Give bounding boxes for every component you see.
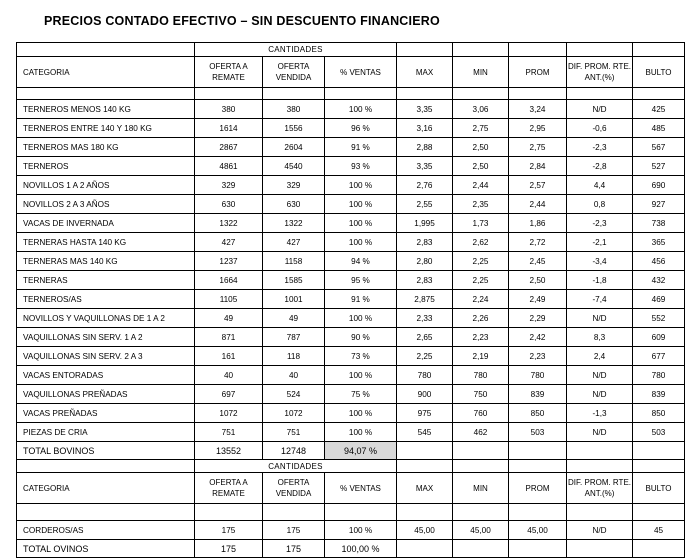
cell-min: 2,23 [453, 328, 509, 347]
cell-min: 750 [453, 385, 509, 404]
cantidades-label: CANTIDADES [195, 43, 397, 57]
blank-cell [567, 88, 633, 100]
blank-cell [325, 504, 397, 521]
cell-categoria: CORDEROS/AS [17, 521, 195, 540]
cell-bulto: 365 [633, 233, 685, 252]
cell-min: 2,25 [453, 252, 509, 271]
cell-ventas: 100 % [325, 195, 397, 214]
cell-ventas: 100 % [325, 100, 397, 119]
cell-max: 2,83 [397, 233, 453, 252]
cell-max: 2,33 [397, 309, 453, 328]
cell-min: 1,73 [453, 214, 509, 233]
header-max: MAX [397, 473, 453, 504]
blank-cell [567, 504, 633, 521]
cell-oferta-remate: 1322 [195, 214, 263, 233]
cell-categoria: TERNEROS [17, 157, 195, 176]
blank-cell [453, 442, 509, 460]
cell-prom: 45,00 [509, 521, 567, 540]
cell-bulto: 425 [633, 100, 685, 119]
cell-min: 2,75 [453, 119, 509, 138]
cell-oferta-vendida: 40 [263, 366, 325, 385]
cell-min: 2,35 [453, 195, 509, 214]
blank-cell [397, 540, 453, 558]
cell-ventas: 91 % [325, 138, 397, 157]
cell-prom: 2,95 [509, 119, 567, 138]
blank-cell [195, 88, 263, 100]
table-row [17, 423, 685, 442]
cell-oferta-vendida: 787 [263, 328, 325, 347]
blank-cell [509, 504, 567, 521]
cell-bulto: 690 [633, 176, 685, 195]
cell-oferta-remate: 1105 [195, 290, 263, 309]
cell-bulto: 780 [633, 366, 685, 385]
cell-prom: 839 [509, 385, 567, 404]
cell-ventas: 95 % [325, 271, 397, 290]
cell-ventas: 100 % [325, 233, 397, 252]
header-ventas: % VENTAS [325, 57, 397, 88]
cell-oferta-vendida: 427 [263, 233, 325, 252]
cell-dif: -2,3 [567, 214, 633, 233]
page-title: PRECIOS CONTADO EFECTIVO – SIN DESCUENTO FINANCIERO [44, 14, 440, 28]
cell-oferta-vendida: 49 [263, 309, 325, 328]
blank-cell [263, 88, 325, 100]
cell-prom: 2,57 [509, 176, 567, 195]
cell-oferta-remate: 4861 [195, 157, 263, 176]
cell-max: 545 [397, 423, 453, 442]
cell-categoria: VACAS ENTORADAS [17, 366, 195, 385]
bovinos-body [17, 43, 685, 558]
cell-oferta-vendida: 1585 [263, 271, 325, 290]
cell-bulto: 469 [633, 290, 685, 309]
table-row [17, 252, 685, 271]
cell-dif: N/D [567, 521, 633, 540]
cell-ventas: 75 % [325, 385, 397, 404]
bovinos-column-headers [17, 57, 685, 88]
blank-cell [17, 88, 195, 100]
cell-dif: -2,3 [567, 138, 633, 157]
cell-ventas: 73 % [325, 347, 397, 366]
blank-cell [453, 540, 509, 558]
cell-max: 2,55 [397, 195, 453, 214]
cell-min: 2,24 [453, 290, 509, 309]
table-row [17, 214, 685, 233]
ovinos-group-header-row [17, 460, 685, 473]
spacer-row [17, 504, 685, 521]
cell-oferta-remate: 1237 [195, 252, 263, 271]
cell-ventas: 100 % [325, 521, 397, 540]
cell-dif: -2,8 [567, 157, 633, 176]
cell-min: 2,44 [453, 176, 509, 195]
cell-prom: 850 [509, 404, 567, 423]
cell-prom: 503 [509, 423, 567, 442]
cell-min: 2,50 [453, 138, 509, 157]
table-row [17, 404, 685, 423]
table-row [17, 521, 685, 540]
cell-max: 45,00 [397, 521, 453, 540]
cell-bulto: 839 [633, 385, 685, 404]
cell-prom: 1,86 [509, 214, 567, 233]
cell-prom: 2,72 [509, 233, 567, 252]
cell-max: 2,25 [397, 347, 453, 366]
blank-cell [397, 43, 453, 57]
cell-oferta-remate: 49 [195, 309, 263, 328]
cell-oferta-vendida: 380 [263, 100, 325, 119]
cell-oferta-remate: 630 [195, 195, 263, 214]
ovinos-cantidades-label: CANTIDADES [195, 460, 397, 473]
total-ovinos-ventas: 100,00 % [325, 540, 397, 558]
blank-cell [633, 460, 685, 473]
cell-dif: 8,3 [567, 328, 633, 347]
cell-categoria: VAQUILLONAS SIN SERV. 2 A 3 [17, 347, 195, 366]
cell-categoria: TERNEROS MAS 180 KG [17, 138, 195, 157]
header-min: MIN [453, 57, 509, 88]
cell-min: 2,26 [453, 309, 509, 328]
cell-prom: 2,50 [509, 271, 567, 290]
cell-oferta-remate: 175 [195, 521, 263, 540]
header-ventas: % VENTAS [325, 473, 397, 504]
cell-categoria: NOVILLOS Y VAQUILLONAS DE 1 A 2 [17, 309, 195, 328]
cell-dif: -0,6 [567, 119, 633, 138]
table-row [17, 100, 685, 119]
table-row [17, 195, 685, 214]
blank-cell [17, 460, 195, 473]
cell-oferta-vendida: 1322 [263, 214, 325, 233]
cell-categoria: VACAS DE INVERNADA [17, 214, 195, 233]
total-ovinos-label: TOTAL OVINOS [17, 540, 195, 558]
header-bulto: BULTO [633, 473, 685, 504]
cell-min: 760 [453, 404, 509, 423]
cell-bulto: 432 [633, 271, 685, 290]
cell-oferta-vendida: 4540 [263, 157, 325, 176]
header-max: MAX [397, 57, 453, 88]
header-categoria: CATEGORIA [17, 57, 195, 88]
cell-bulto: 485 [633, 119, 685, 138]
cell-bulto: 738 [633, 214, 685, 233]
cell-min: 780 [453, 366, 509, 385]
table-row [17, 157, 685, 176]
header-oferta-remate: OFERTA A REMATE [195, 57, 263, 88]
cell-min: 3,06 [453, 100, 509, 119]
header-oferta-vendida: OFERTA VENDIDA [263, 57, 325, 88]
cell-oferta-vendida: 175 [263, 521, 325, 540]
cell-oferta-remate: 2867 [195, 138, 263, 157]
cell-max: 975 [397, 404, 453, 423]
cell-dif: 0,8 [567, 195, 633, 214]
cell-bulto: 527 [633, 157, 685, 176]
cell-oferta-remate: 751 [195, 423, 263, 442]
cell-oferta-remate: 871 [195, 328, 263, 347]
blank-cell [633, 442, 685, 460]
cell-bulto: 45 [633, 521, 685, 540]
cell-dif: N/D [567, 366, 633, 385]
cell-prom: 2,42 [509, 328, 567, 347]
table-row [17, 385, 685, 404]
cell-dif: N/D [567, 100, 633, 119]
cell-oferta-vendida: 329 [263, 176, 325, 195]
cell-categoria: VAQUILLONAS SIN SERV. 1 A 2 [17, 328, 195, 347]
cell-prom: 2,75 [509, 138, 567, 157]
cell-ventas: 96 % [325, 119, 397, 138]
cell-bulto: 552 [633, 309, 685, 328]
blank-cell [509, 540, 567, 558]
cell-dif: N/D [567, 385, 633, 404]
cell-max: 2,80 [397, 252, 453, 271]
cell-min: 2,19 [453, 347, 509, 366]
blank-cell [509, 442, 567, 460]
cell-categoria: TERNEROS/AS [17, 290, 195, 309]
blank-cell [567, 442, 633, 460]
cell-categoria: NOVILLOS 2 A 3 AÑOS [17, 195, 195, 214]
cell-dif: -7,4 [567, 290, 633, 309]
cell-categoria: TERNEROS MENOS 140 KG [17, 100, 195, 119]
cell-oferta-vendida: 630 [263, 195, 325, 214]
header-oferta-vendida: OFERTA VENDIDA [263, 473, 325, 504]
cell-dif: 2,4 [567, 347, 633, 366]
cell-ventas: 100 % [325, 366, 397, 385]
cell-max: 2,76 [397, 176, 453, 195]
table-row [17, 328, 685, 347]
cell-ventas: 100 % [325, 404, 397, 423]
cell-oferta-vendida: 2604 [263, 138, 325, 157]
cell-bulto: 503 [633, 423, 685, 442]
cell-categoria: TERNERAS [17, 271, 195, 290]
cell-dif: 4,4 [567, 176, 633, 195]
blank-cell [325, 88, 397, 100]
cell-oferta-remate: 40 [195, 366, 263, 385]
cell-bulto: 609 [633, 328, 685, 347]
total-ovinos-oferta-vendida: 175 [263, 540, 325, 558]
cell-min: 2,50 [453, 157, 509, 176]
blank-cell [17, 504, 195, 521]
cell-ventas: 90 % [325, 328, 397, 347]
total-bovinos-oferta-remate: 13552 [195, 442, 263, 460]
blank-cell [453, 504, 509, 521]
cell-prom: 2,44 [509, 195, 567, 214]
cell-oferta-remate: 1072 [195, 404, 263, 423]
cell-bulto: 567 [633, 138, 685, 157]
table-row [17, 271, 685, 290]
cell-oferta-vendida: 1072 [263, 404, 325, 423]
cell-oferta-remate: 161 [195, 347, 263, 366]
blank-cell [263, 504, 325, 521]
total-ovinos-row [17, 540, 685, 558]
blank-cell [633, 540, 685, 558]
blank-cell [453, 43, 509, 57]
cell-bulto: 677 [633, 347, 685, 366]
blank-cell [633, 88, 685, 100]
header-dif: DIF. PROM. RTE. ANT.(%) [567, 57, 633, 88]
cell-prom: 780 [509, 366, 567, 385]
header-prom: PROM [509, 473, 567, 504]
blank-cell [567, 43, 633, 57]
cell-oferta-vendida: 1001 [263, 290, 325, 309]
cell-max: 3,35 [397, 157, 453, 176]
cell-min: 45,00 [453, 521, 509, 540]
table-row [17, 366, 685, 385]
cell-prom: 2,45 [509, 252, 567, 271]
cell-categoria: VACAS PREÑADAS [17, 404, 195, 423]
cell-oferta-vendida: 524 [263, 385, 325, 404]
cell-oferta-remate: 380 [195, 100, 263, 119]
total-ovinos-oferta-remate: 175 [195, 540, 263, 558]
blank-cell [567, 540, 633, 558]
cell-dif: -1,8 [567, 271, 633, 290]
cell-oferta-vendida: 751 [263, 423, 325, 442]
cell-max: 900 [397, 385, 453, 404]
cell-max: 2,83 [397, 271, 453, 290]
total-bovinos-ventas: 94,07 % [325, 442, 397, 460]
header-categoria: CATEGORIA [17, 473, 195, 504]
total-bovinos-oferta-vendida: 12748 [263, 442, 325, 460]
cell-ventas: 100 % [325, 423, 397, 442]
cell-categoria: TERNERAS MAS 140 KG [17, 252, 195, 271]
header-oferta-remate: OFERTA A REMATE [195, 473, 263, 504]
cell-max: 2,875 [397, 290, 453, 309]
blank-cell [397, 460, 453, 473]
cell-max: 780 [397, 366, 453, 385]
cell-dif: N/D [567, 423, 633, 442]
blank-cell [567, 460, 633, 473]
blank-cell [453, 460, 509, 473]
blank-cell [509, 43, 567, 57]
ovinos-column-headers [17, 473, 685, 504]
cell-min: 2,62 [453, 233, 509, 252]
cell-categoria: NOVILLOS 1 A 2 AÑOS [17, 176, 195, 195]
bovinos-table [16, 42, 685, 558]
cell-prom: 2,49 [509, 290, 567, 309]
blank-cell [397, 88, 453, 100]
cell-bulto: 927 [633, 195, 685, 214]
cell-ventas: 100 % [325, 214, 397, 233]
table-row [17, 309, 685, 328]
blank-cell [397, 442, 453, 460]
cell-dif: N/D [567, 309, 633, 328]
blank-cell [633, 504, 685, 521]
cell-min: 462 [453, 423, 509, 442]
cell-max: 3,16 [397, 119, 453, 138]
table-row [17, 290, 685, 309]
cell-ventas: 91 % [325, 290, 397, 309]
blank-cell [509, 460, 567, 473]
blank-cell [453, 88, 509, 100]
cell-oferta-remate: 697 [195, 385, 263, 404]
header-bulto: BULTO [633, 57, 685, 88]
cell-max: 1,995 [397, 214, 453, 233]
blank-cell [397, 504, 453, 521]
cell-bulto: 456 [633, 252, 685, 271]
cell-oferta-vendida: 1158 [263, 252, 325, 271]
cell-dif: -1,3 [567, 404, 633, 423]
cell-oferta-vendida: 118 [263, 347, 325, 366]
cell-oferta-remate: 1664 [195, 271, 263, 290]
spacer-row [17, 88, 685, 100]
cell-dif: -2,1 [567, 233, 633, 252]
blank-cell [509, 88, 567, 100]
blank-cell [633, 43, 685, 57]
cell-dif: -3,4 [567, 252, 633, 271]
table-row [17, 176, 685, 195]
cell-categoria: PIEZAS DE CRIA [17, 423, 195, 442]
cell-max: 2,65 [397, 328, 453, 347]
header-dif: DIF. PROM. RTE. ANT.(%) [567, 473, 633, 504]
total-bovinos-label: TOTAL BOVINOS [17, 442, 195, 460]
cell-min: 2,25 [453, 271, 509, 290]
header-min: MIN [453, 473, 509, 504]
blank-cell [17, 43, 195, 57]
header-prom: PROM [509, 57, 567, 88]
cell-categoria: VAQUILLONAS PREÑADAS [17, 385, 195, 404]
table-row [17, 119, 685, 138]
cell-bulto: 850 [633, 404, 685, 423]
cell-categoria: TERNEROS ENTRE 140 Y 180 KG [17, 119, 195, 138]
bovinos-group-header-row [17, 43, 685, 57]
cell-max: 2,88 [397, 138, 453, 157]
table-row [17, 347, 685, 366]
cell-ventas: 100 % [325, 176, 397, 195]
price-tables [16, 42, 684, 558]
cell-ventas: 100 % [325, 309, 397, 328]
cell-oferta-remate: 427 [195, 233, 263, 252]
cell-oferta-remate: 329 [195, 176, 263, 195]
cell-prom: 2,23 [509, 347, 567, 366]
cell-prom: 2,29 [509, 309, 567, 328]
cell-categoria: TERNERAS HASTA 140 KG [17, 233, 195, 252]
cell-oferta-remate: 1614 [195, 119, 263, 138]
table-row [17, 138, 685, 157]
cell-max: 3,35 [397, 100, 453, 119]
cell-ventas: 93 % [325, 157, 397, 176]
blank-cell [195, 504, 263, 521]
cell-oferta-vendida: 1556 [263, 119, 325, 138]
table-row [17, 233, 685, 252]
cell-prom: 2,84 [509, 157, 567, 176]
cell-ventas: 94 % [325, 252, 397, 271]
cell-prom: 3,24 [509, 100, 567, 119]
total-bovinos-row [17, 442, 685, 460]
